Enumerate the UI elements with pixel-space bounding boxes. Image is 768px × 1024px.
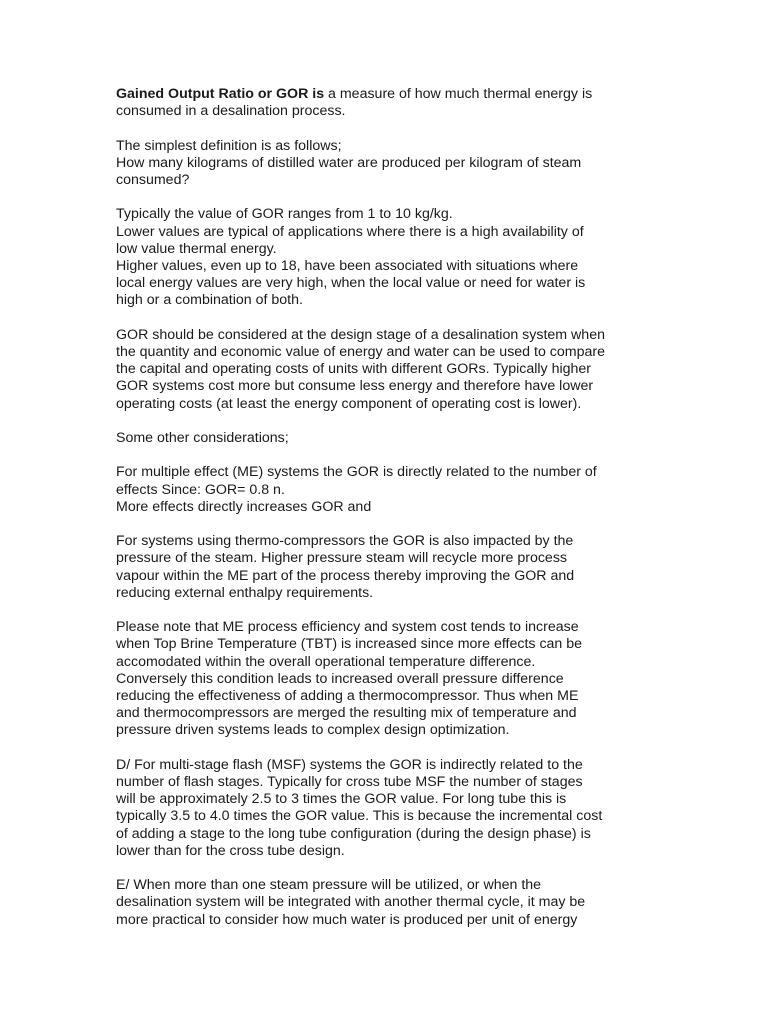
paragraph-line: typically 3.5 to 4.0 times the GOR value. This is because the incremental cost xyxy=(116,808,603,825)
paragraph-line: accomodated within the overall operational temperature difference. xyxy=(116,653,536,670)
paragraph-line: The simplest definition is as follows; xyxy=(116,137,342,154)
paragraph-typical xyxy=(116,206,636,309)
paragraph-line: GOR should be considered at the design stage of a desalination system when xyxy=(116,326,605,343)
paragraph-line: the capital and operating costs of units with different GORs. Typically higher xyxy=(116,361,592,378)
paragraph-line: low value thermal energy. xyxy=(116,240,277,257)
paragraph-line: operating costs (at least the energy component of operating cost is lower). xyxy=(116,395,582,412)
paragraph-line: lower than for the cross tube design. xyxy=(116,842,345,859)
paragraph-line: will be approximately 2.5 to 3 times the GOR value. For long tube this is xyxy=(116,791,567,808)
paragraph-line: Higher values, even up to 18, have been associated with situations where xyxy=(116,258,579,274)
paragraph-multiple-effect xyxy=(116,464,636,516)
paragraph-line: pressure of the steam. Higher pressure steam will recycle more process xyxy=(116,550,568,567)
paragraph-line: GOR systems cost more but consume less energy and therefore have lower xyxy=(116,378,594,395)
paragraph-line: D/ For multi-stage flash (MSF) systems the GOR is indirectly related to the xyxy=(116,756,583,773)
paragraph-line: desalination system will be integrated with another thermal cycle, it may be xyxy=(116,894,586,911)
paragraph-line: How many kilograms of distilled water are produced per kilogram of steam xyxy=(116,154,582,171)
paragraph-line: More effects directly increases GOR and xyxy=(116,498,372,515)
paragraph-line xyxy=(116,86,636,103)
paragraph-line: more practical to consider how much water is produced per unit of energy xyxy=(116,911,578,928)
paragraph-line: when Top Brine Temperature (TBT) is increased since more effects can be xyxy=(116,636,583,653)
paragraph-line: Lower values are typical of applications where there is a high availability of xyxy=(116,223,584,240)
paragraph-intro xyxy=(116,86,636,120)
paragraph-line: pressure driven systems leads to complex design optimization. xyxy=(116,722,510,739)
paragraph-line: reducing the effectiveness of adding a thermocompressor. Thus when ME xyxy=(116,688,579,704)
paragraph-line: and thermocompressors are merged the resulting mix of temperature and xyxy=(116,705,577,722)
paragraph-steam-pressure xyxy=(116,877,636,929)
paragraph-line: Conversely this condition leads to increased overall pressure difference xyxy=(116,670,564,687)
intro-text: a measure of how much thermal energy is xyxy=(324,86,593,102)
paragraph-line: For systems using thermo-compressors the GOR is also impacted by the xyxy=(116,533,574,550)
paragraph-line: For multiple effect (ME) systems the GOR is directly related to the number of xyxy=(116,464,597,481)
paragraph-line: the quantity and economic value of energy and water can be used to compare xyxy=(116,344,605,360)
paragraph-line: consumed in a desalination process. xyxy=(116,103,346,120)
paragraph-thermo-compressors xyxy=(116,533,636,602)
paragraph-line: Some other considerations; xyxy=(116,430,289,446)
paragraph-definition xyxy=(116,138,636,190)
paragraph-line: Typically the value of GOR ranges from 1 to 10 kg/kg. xyxy=(116,206,453,223)
bold-lead-text: Gained Output Ratio or GOR is xyxy=(116,86,325,102)
paragraph-efficiency xyxy=(116,619,636,739)
document-page xyxy=(116,86,636,946)
paragraph-line: Please note that ME process efficiency and system cost tends to increase xyxy=(116,619,579,636)
paragraph-line: local energy values are very high, when the local value or need for water is xyxy=(116,275,586,292)
paragraph-line: effects Since: GOR= 0.8 n. xyxy=(116,481,285,498)
paragraph-line: consumed? xyxy=(116,172,190,188)
paragraph-other-considerations xyxy=(116,430,636,447)
paragraph-line: of adding a stage to the long tube configuration (during the design phase) is xyxy=(116,825,591,842)
paragraph-msf xyxy=(116,757,636,860)
paragraph-line: number of flash stages. Typically for cross tube MSF the number of stages xyxy=(116,774,583,790)
paragraph-design-stage xyxy=(116,327,636,413)
paragraph-line: vapour within the ME part of the process thereby improving the GOR and xyxy=(116,567,575,584)
paragraph-line: reducing external enthalpy requirements. xyxy=(116,584,374,601)
paragraph-line: E/ When more than one steam pressure will be utilized, or when the xyxy=(116,877,542,894)
paragraph-line: high or a combination of both. xyxy=(116,292,303,309)
